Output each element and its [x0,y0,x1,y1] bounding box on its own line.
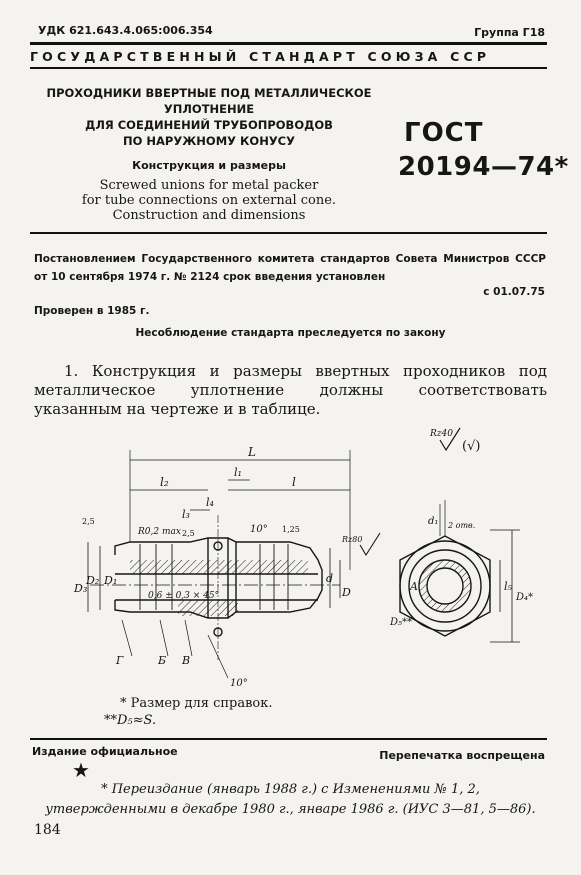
note-d5-equals-s: **D₅≈S. [104,713,157,728]
effective-date: с 01.07.75 [483,286,545,298]
title-ru-line: ПО НАРУЖНОМУ КОНУСУ [123,134,295,148]
dim-d: d [326,572,334,585]
dim-d1: d₁ [428,516,439,527]
gost-label: ГОСТ [404,118,484,148]
dim-l1: l₁ [234,466,242,479]
banner-rule [30,67,547,69]
title-en-line: Construction and dimensions [112,208,306,223]
title-en-line: for tube connections on external cone. [81,193,337,208]
checked-year: Проверен в 1985 г. [34,305,150,317]
star-icon: ★ [72,758,90,782]
dim-D3: D₃ [74,582,88,595]
state-standard-banner: ГОСУДАРСТВЕННЫЙ СТАНДАРТ СОЮЗА ССР [30,49,491,64]
title-rule [30,232,547,234]
page-number: 184 [34,822,61,838]
hole-note: 2 отв. [448,521,476,530]
dim-l2: l₂ [160,475,169,489]
title-ru-line: УПЛОТНЕНИЕ [163,102,255,116]
label-G: Г [116,654,124,667]
dim-l5: l₅ [504,580,512,593]
title-ru-subtitle: Конструкция и размеры [132,159,286,172]
title-en-block [34,178,384,223]
title-ru-line: ПРОХОДНИКИ ВВЕРТНЫЕ ПОД МЕТАЛЛИЧЕСКОЕ [46,86,372,100]
roughness-rz80: Rz80 [342,535,363,544]
official-edition: Издание официальное [32,745,178,758]
roughness-2-5-center: 2,5 [182,529,195,538]
group-code: Группа Г18 [474,26,545,39]
reissue-line: утвержденными в декабре 1980 г., январе 1986 г. (ИУС 3—81, 5—86). [45,802,536,817]
dim-D4: D₄* [516,592,534,603]
title-ru-line: ДЛЯ СОЕДИНЕНИЙ ТРУБОПРОВОДОВ [85,118,333,132]
dim-D: D [342,586,351,599]
dim-l3: l₃ [182,508,190,521]
angle-10-top: 10° [250,524,268,535]
title-block [34,85,384,223]
reissue-note [0,780,581,820]
decree-text: Постановлением Государственного комитета стандартов Совета Министров СССР от 10 сентября 1974 г. № 2124 срок введения установлен [34,253,546,283]
view-A: A [410,580,418,593]
footer-rule [30,738,547,740]
reissue-line: * Переиздание (январь 1988 г.) с Изменениями № 1, 2, [101,782,480,797]
paragraph-1: 1. Конструкция и размеры ввертных проходников под металлическое уплотнение должны соответствовать указанным на чертеже и в таблице. [34,362,547,418]
technical-drawing [60,420,550,695]
dim-l: l [292,475,296,489]
label-V: В [182,654,191,667]
dim-L: L [248,445,256,459]
chamfer-label: 0,6 ± 0,3 × 45° [148,591,220,601]
reprint-prohibited: Перепечатка воспрещена [379,749,545,762]
top-rule [30,42,547,45]
dim-D2: D₂ [86,574,100,587]
dim-D1: D₁ [104,574,118,587]
roughness-v-paren: (√) [462,439,481,454]
roughness-2-5-left: 2,5 [82,517,95,526]
gost-number: 20194—74* [398,152,569,182]
law-notice: Несоблюдение стандарта преследуется по закону [135,327,446,339]
dim-D5: D₅** [390,617,413,628]
roughness-rz40: Rz40 [430,429,453,439]
angle-10-bottom: 10° [230,678,248,689]
dim-l4: l₄ [206,496,214,509]
roughness-1-25: 1,25 [282,525,300,534]
note-reference-size: * Размер для справок. [120,696,273,711]
title-en-line: Screwed unions for metal packer [99,178,319,193]
radius-label: R0,2 max [138,527,181,537]
label-B: Б [158,654,167,667]
udk-code: УДК 621.643.4.065:006.354 [38,24,213,37]
